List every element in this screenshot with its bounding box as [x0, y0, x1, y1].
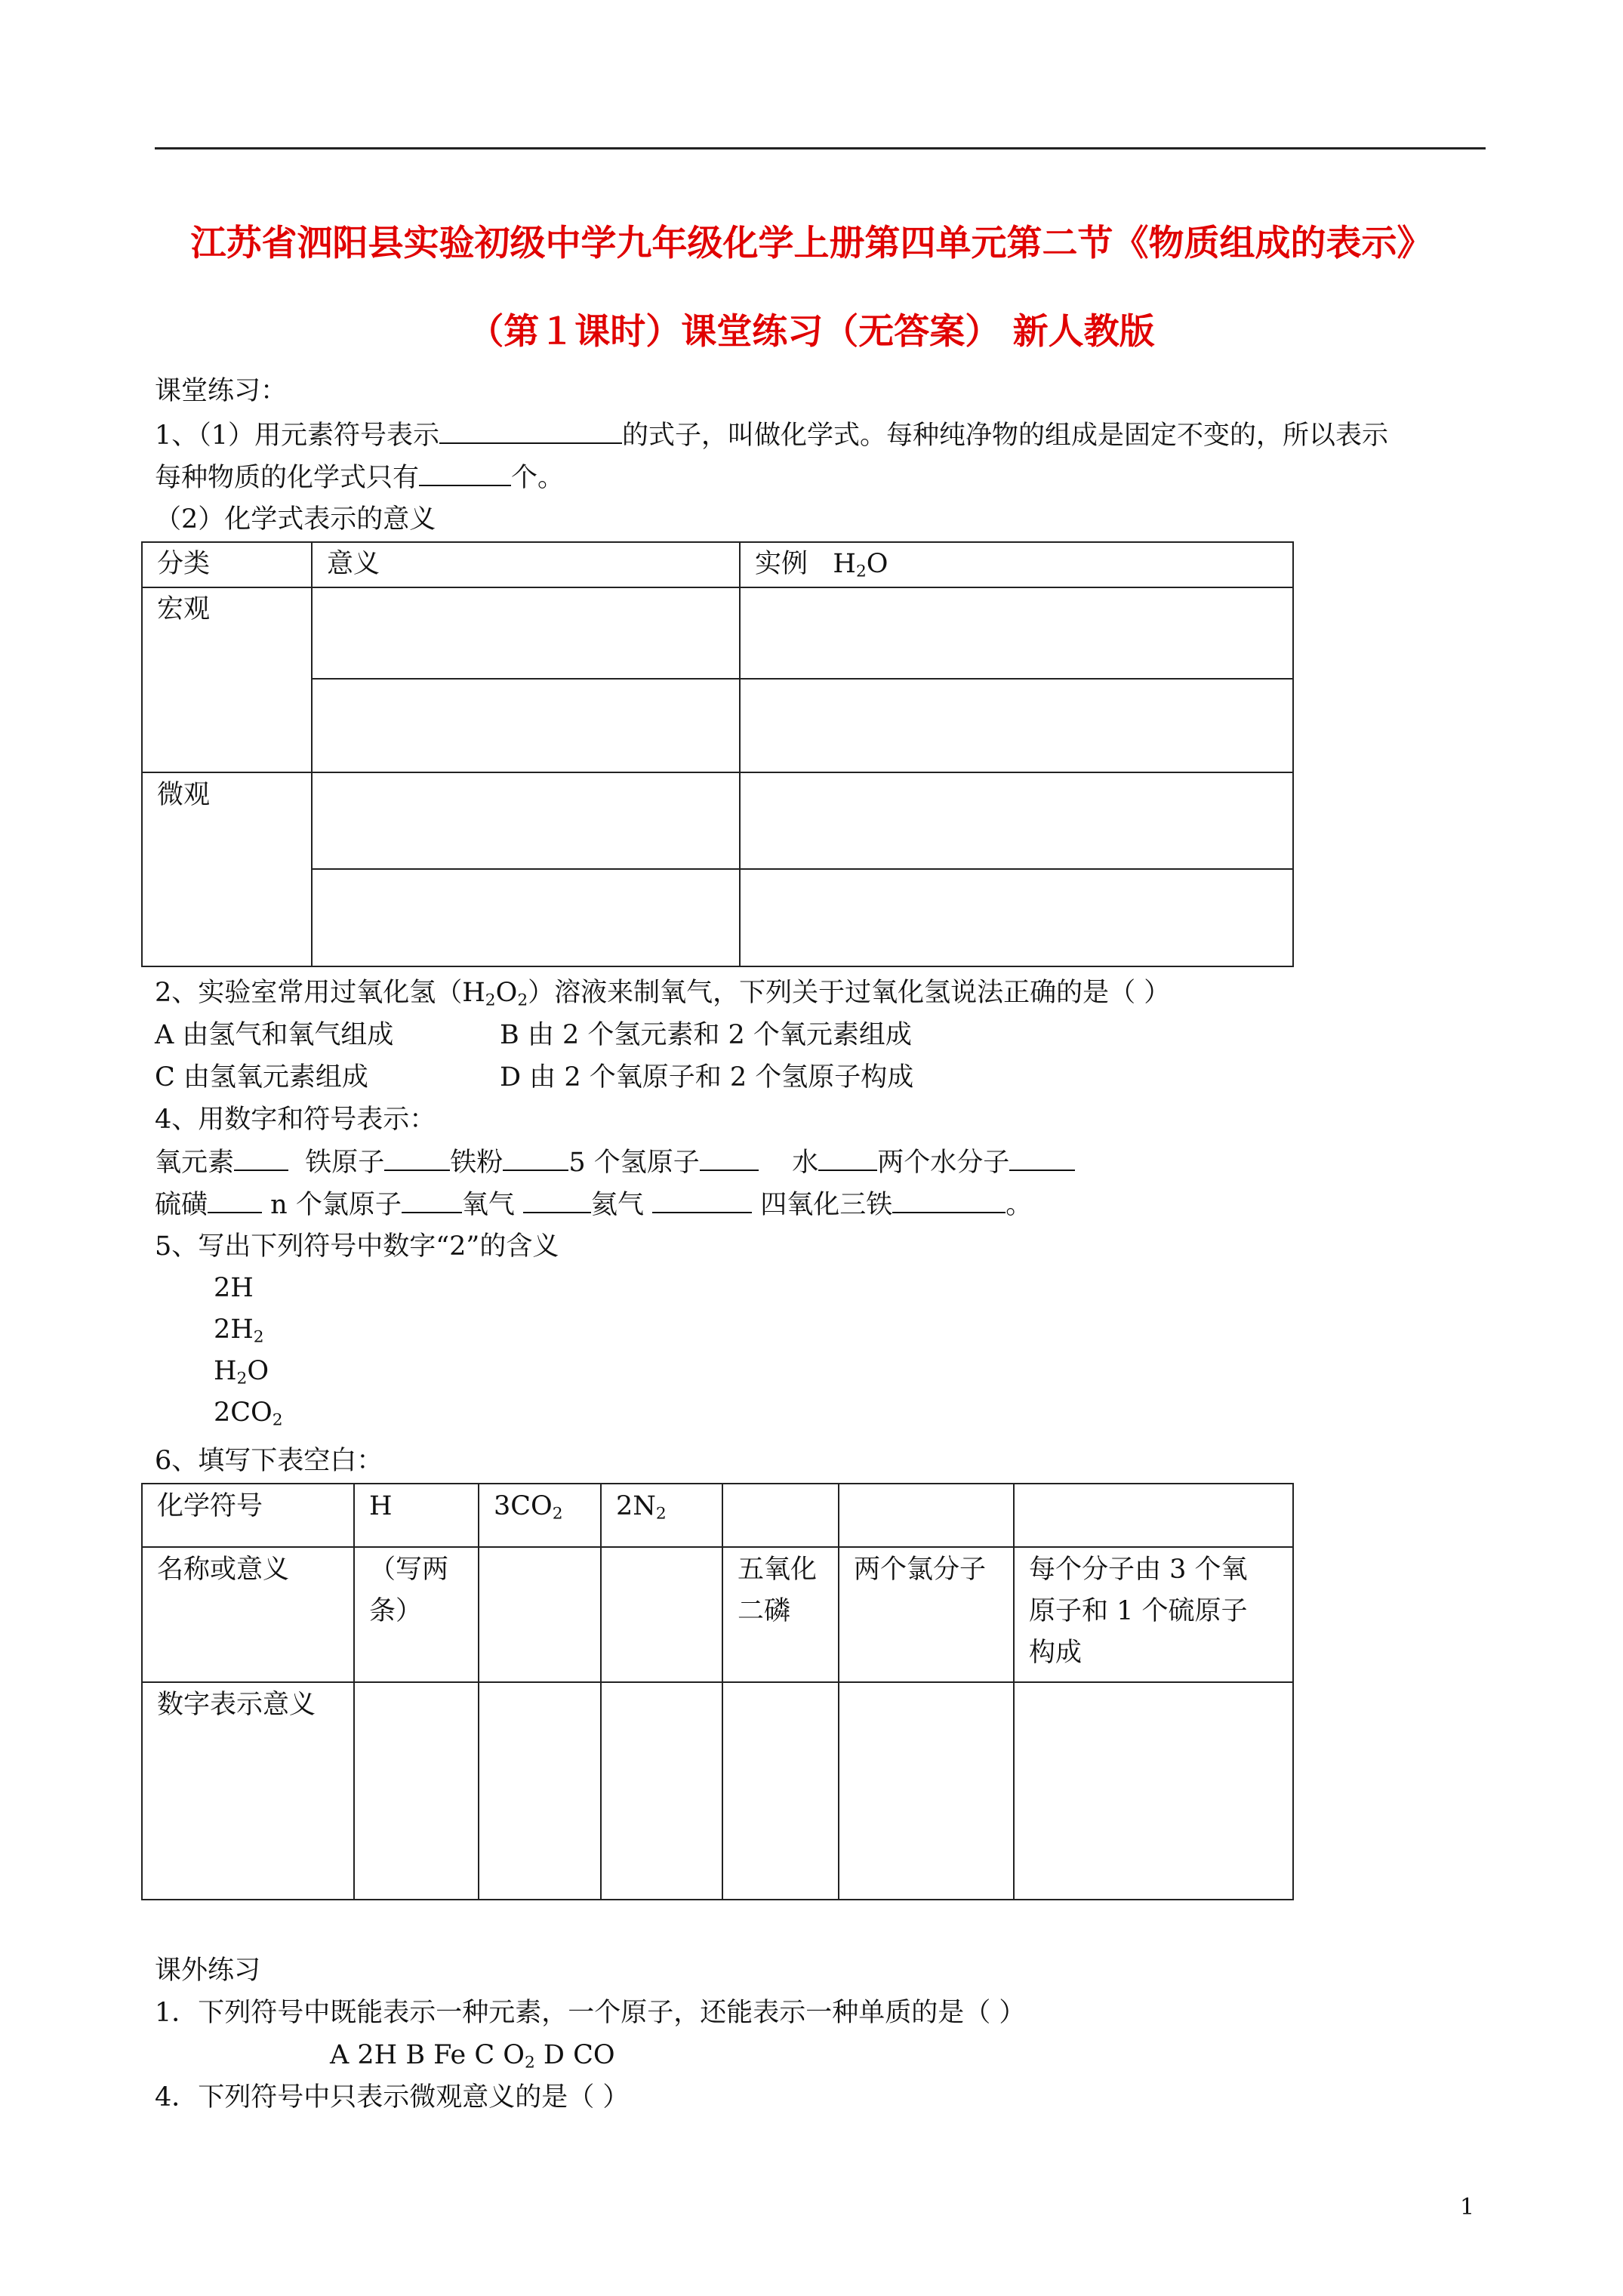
q2-option-a: A 由氢气和氧气组成 — [155, 1020, 394, 1050]
table2-label-symbol: 化学符号 — [157, 1491, 263, 1521]
q5-item: $2H_2$ — [214, 1314, 264, 1347]
table2-label-digit: 数字表示意义 — [157, 1690, 316, 1720]
table2-h-note: （写两 条） — [369, 1555, 449, 1626]
ex4-stem: 4．下列符号中只表示微观意义的是（ ） — [155, 2082, 630, 2113]
q2-option-b: B 由 2 个氢元素和 2 个氧元素组成 — [500, 1020, 912, 1050]
q4-stem: 4、用数字和符号表示： — [155, 1105, 436, 1135]
table2-label-meaning: 名称或意义 — [157, 1555, 290, 1585]
page-title-line2: （第１课时）课堂练习（无答案） 新人教版 — [468, 311, 1155, 353]
ex1-options: A 2H B Fe C $O_2$ D CO — [330, 2040, 615, 2073]
q2-option-c: C 由氢氧元素组成 — [155, 1062, 368, 1093]
q1-part2: （2）化学式表示的意义 — [155, 504, 436, 535]
q5-item: $2CO_2$ — [214, 1398, 283, 1430]
table1-row-micro: 微观 — [157, 780, 211, 810]
q5-item: $H_2O$ — [214, 1356, 269, 1388]
q4-row1: 氧元素 铁原子 铁粉 5 个氢原子 水 两个水分子 — [155, 1147, 1075, 1178]
q1-line2: 每种物质的化学式只有 个。 — [155, 463, 565, 493]
table2-symbol-h: H — [369, 1491, 393, 1521]
table2-cl2: 两个氯分子 — [854, 1555, 987, 1585]
q4-row2: 硫磺 n 个氯原子 氧气 氦气 四氧化三铁 。 — [155, 1190, 1033, 1220]
table1-header-category: 分类 — [157, 549, 211, 579]
table1-header-example: 实例 $H_2O$ — [755, 549, 888, 581]
table2-p2o5: 五氧化 二磷 — [738, 1555, 818, 1626]
q2-stem: 2、实验室常用过氧化氢$(H_2O_2)$溶液来制氧气，下列关于过氧化氢说法正确的是（ ） — [155, 978, 1171, 1010]
q1-line1: 1、（1）用元素符号表示 的式子，叫做化学式。每种纯净物的组成是固定不变的，所以表示 — [155, 421, 1389, 451]
q5-item: 2H — [214, 1273, 254, 1303]
q6-stem: 6、填写下表空白： — [155, 1446, 383, 1476]
table2-so3: 每个分子由 3 个氧 原子和 1 个硫原子 构成 — [1029, 1555, 1248, 1668]
header-rule — [155, 147, 1486, 149]
ex1-stem: 1．下列符号中既能表示一种元素，一个原子，还能表示一种单质的是（ ） — [155, 1998, 1026, 2028]
table1-row-macro: 宏观 — [157, 594, 211, 624]
q5-stem: 5、写出下列符号中数字“2”的含义 — [155, 1231, 559, 1262]
table2-symbol-2n2: $2N_2$ — [616, 1491, 667, 1524]
q2-option-d: D 由 2 个氧原子和 2 个氢原子构成 — [500, 1062, 914, 1093]
section-in-class: 课堂练习： — [155, 376, 288, 406]
section-after-class: 课外练习 — [155, 1955, 261, 1986]
page-number: 1 — [1460, 2194, 1475, 2220]
table2-symbol-3co2: $3CO_2$ — [494, 1491, 563, 1524]
page-title-line1: 江苏省泗阳县实验初级中学九年级化学上册第四单元第二节《物质组成的表示》 — [190, 223, 1433, 264]
table1-header-meaning: 意义 — [327, 549, 380, 579]
